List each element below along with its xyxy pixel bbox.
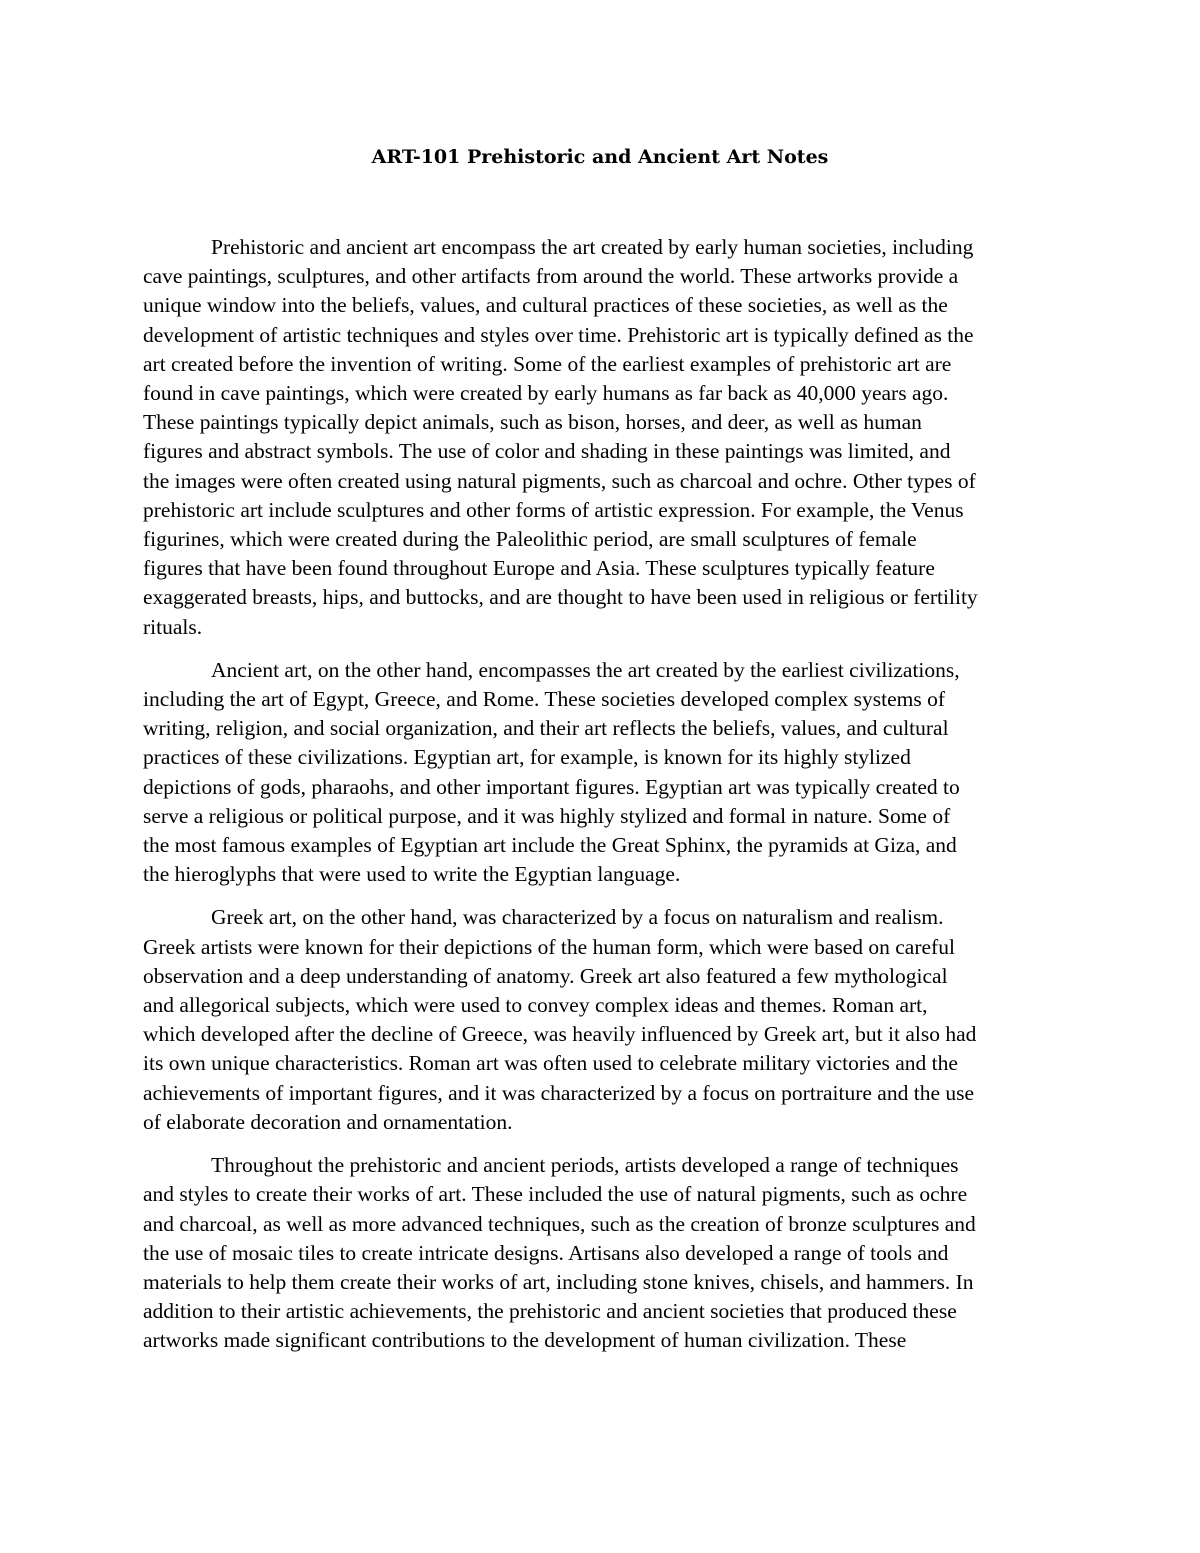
paragraph-line: which developed after the decline of Greece, was heavily influenced by Greek art, but it also had bbox=[143, 1022, 977, 1047]
paragraph-4 bbox=[143, 1151, 1055, 1355]
paragraph-line: materials to help them create their works of art, including stone knives, chisels, and hammers. In bbox=[143, 1269, 974, 1294]
paragraph-line: Throughout the prehistoric and ancient periods, artists developed a range of techniques bbox=[211, 1153, 959, 1178]
paragraph-line: figurines, which were created during the Paleolithic period, are small sculptures of female bbox=[143, 527, 917, 552]
paragraph-line: achievements of important figures, and it was characterized by a focus on portraiture and the use bbox=[143, 1080, 975, 1105]
paragraph-line: figures and abstract symbols. The use of color and shading in these paintings was limited, and bbox=[143, 439, 951, 464]
paragraph-line: figures that have been found throughout Europe and Asia. These sculptures typically feature bbox=[143, 556, 935, 581]
paragraph-line: of elaborate decoration and ornamentation. bbox=[143, 1109, 513, 1134]
paragraph-line: found in cave paintings, which were created by early humans as far back as 40,000 years ago. bbox=[143, 381, 949, 406]
paragraph-line: cave paintings, sculptures, and other artifacts from around the world. These artworks provide a bbox=[143, 264, 959, 289]
paragraph-line: the most famous examples of Egyptian art include the Great Sphinx, the pyramids at Giza, and bbox=[143, 833, 957, 858]
paragraph-line: depictions of gods, pharaohs, and other important figures. Egyptian art was typically created to bbox=[143, 774, 960, 799]
paragraph-line: addition to their artistic achievements, the prehistoric and ancient societies that produced these bbox=[143, 1299, 957, 1324]
paragraph-line: the hieroglyphs that were used to write the Egyptian language. bbox=[143, 862, 681, 887]
paragraph-line: art created before the invention of writing. Some of the earliest examples of prehistoric art are bbox=[143, 351, 952, 376]
paragraph-line: its own unique characteristics. Roman art was often used to celebrate military victories and the bbox=[143, 1051, 958, 1076]
paragraph-line: rituals. bbox=[143, 614, 203, 639]
paragraph-1 bbox=[143, 233, 1055, 642]
paragraph-3 bbox=[143, 903, 1055, 1137]
paragraph-line: Prehistoric and ancient art encompass the art created by early human societies, including bbox=[211, 235, 974, 259]
paragraph-line: Greek artists were known for their depictions of the human form, which were based on careful bbox=[143, 934, 955, 959]
paragraph-line: the use of mosaic tiles to create intricate designs. Artisans also developed a range of tools and bbox=[143, 1240, 949, 1265]
paragraph-line: Greek art, on the other hand, was characterized by a focus on naturalism and realism. bbox=[211, 905, 944, 930]
paragraph-line: prehistoric art include sculptures and other forms of artistic expression. For example, the Venus bbox=[143, 497, 964, 522]
paragraph-line: and styles to create their works of art. These included the use of natural pigments, such as ochre bbox=[143, 1182, 968, 1207]
paragraph-2 bbox=[143, 656, 1055, 890]
paragraph-line: These paintings typically depict animals, such as bison, horses, and deer, as well as human bbox=[143, 410, 922, 435]
paragraph-line: unique window into the beliefs, values, and cultural practices of these societies, as well as the bbox=[143, 293, 948, 318]
paragraph-line: serve a religious or political purpose, and it was highly stylized and formal in nature. Some of bbox=[143, 803, 951, 828]
paragraph-line: writing, religion, and social organization, and their art reflects the beliefs, values, and cultural bbox=[143, 716, 949, 741]
paragraph-line: observation and a deep understanding of anatomy. Greek art also featured a few mythological bbox=[143, 963, 948, 988]
document-body bbox=[143, 233, 1055, 1370]
paragraph-line: development of artistic techniques and styles over time. Prehistoric art is typically defined as the bbox=[143, 322, 974, 347]
paragraph-line: and charcoal, as well as more advanced techniques, such as the creation of bronze sculptures and bbox=[143, 1211, 976, 1236]
paragraph-line: including the art of Egypt, Greece, and Rome. These societies developed complex systems of bbox=[143, 687, 946, 712]
document-title: ART-101 Prehistoric and Ancient Art Notes bbox=[371, 146, 829, 168]
paragraph-line: Ancient art, on the other hand, encompasses the art created by the earliest civilizations, bbox=[211, 657, 960, 682]
paragraph-line: the images were often created using natural pigments, such as charcoal and ochre. Other types of bbox=[143, 468, 976, 493]
paragraph-line: artworks made significant contributions to the development of human civilization. These bbox=[143, 1328, 907, 1353]
paragraph-line: exaggerated breasts, hips, and buttocks, and are thought to have been used in religious or fertility bbox=[143, 585, 978, 610]
paragraph-line: practices of these civilizations. Egyptian art, for example, is known for its highly stylized bbox=[143, 745, 911, 770]
paragraph-line: and allegorical subjects, which were used to convey complex ideas and themes. Roman art, bbox=[143, 993, 928, 1018]
